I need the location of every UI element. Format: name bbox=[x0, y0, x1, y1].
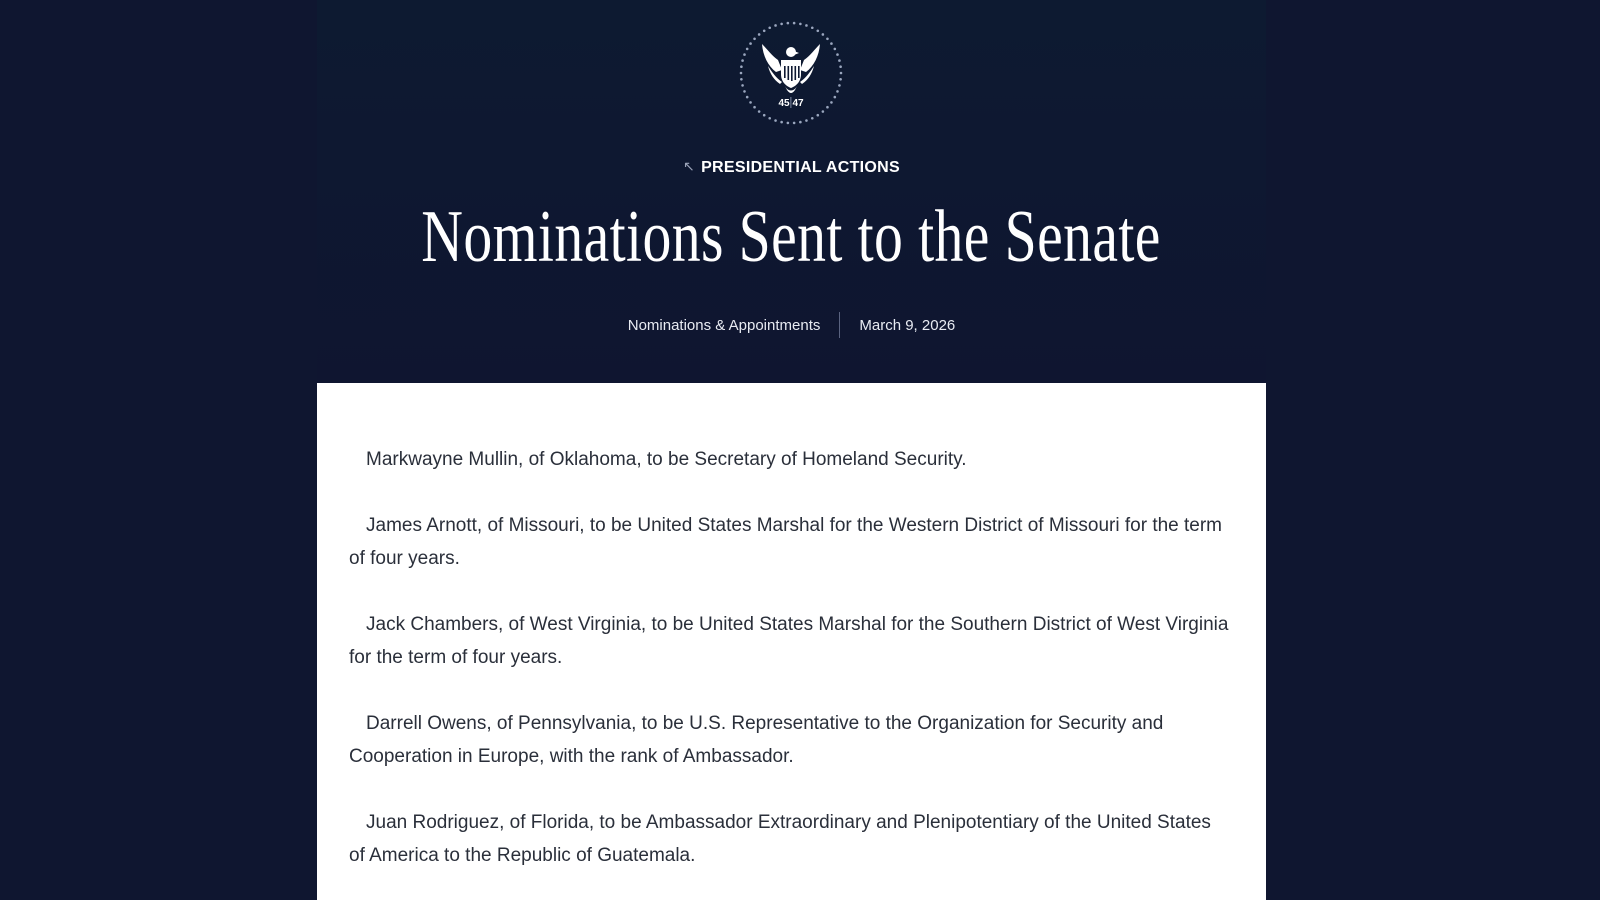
meta-divider bbox=[839, 312, 840, 338]
seal-star bbox=[787, 122, 790, 125]
seal-star bbox=[839, 78, 842, 81]
seal-star bbox=[740, 78, 743, 81]
arrow-up-left-icon: ↖ bbox=[683, 158, 696, 174]
seal-star bbox=[749, 42, 752, 45]
seal-star bbox=[768, 26, 771, 29]
seal-star bbox=[780, 23, 783, 26]
category-link[interactable]: Nominations & Appointments bbox=[627, 316, 821, 334]
seal-star bbox=[793, 122, 796, 125]
nomination-paragraph: James Arnott, of Missouri, to be United States Marshal for the Western District of Missouri for the term of four years. bbox=[349, 515, 1223, 569]
seal-star bbox=[811, 117, 814, 120]
seal-star bbox=[838, 59, 841, 62]
hero-header bbox=[317, 0, 1266, 383]
seal-star bbox=[758, 110, 761, 113]
seal-star bbox=[830, 42, 833, 45]
post-date: March 9, 2026 bbox=[859, 316, 956, 334]
seal-star bbox=[763, 29, 766, 32]
seal-star bbox=[740, 65, 743, 68]
seal-star bbox=[826, 37, 829, 40]
seal-star bbox=[834, 96, 837, 99]
seal-star bbox=[799, 121, 802, 124]
seal-star bbox=[774, 24, 777, 27]
seal-star bbox=[836, 53, 839, 56]
nomination-paragraph: Markwayne Mullin, of Oklahoma, to be Secretary of Homeland Security. bbox=[366, 449, 967, 470]
seal-star bbox=[822, 33, 825, 36]
seal-star bbox=[826, 106, 829, 109]
seal-star bbox=[743, 53, 746, 56]
seal-star bbox=[816, 114, 819, 117]
seal-star bbox=[830, 101, 833, 104]
seal-star bbox=[836, 90, 839, 93]
nomination-paragraph: Jack Chambers, of West Virginia, to be United States Marshal for the Southern District of West Virginia for the term of four years. bbox=[349, 614, 1229, 668]
seal-star bbox=[805, 24, 808, 27]
breadcrumb-label: PRESIDENTIAL ACTIONS bbox=[701, 159, 900, 176]
seal-star bbox=[787, 22, 790, 25]
seal-star bbox=[834, 48, 837, 51]
page bbox=[317, 0, 1266, 900]
seal-star bbox=[749, 101, 752, 104]
page-title: Nominations Sent to the Senate bbox=[421, 196, 1162, 278]
seal-star bbox=[793, 22, 796, 25]
seal-number-47: 47 bbox=[792, 98, 804, 109]
seal-star bbox=[811, 26, 814, 29]
article-body bbox=[317, 383, 1266, 900]
nomination-paragraph: Darrell Owens, of Pennsylvania, to be U.S. Representative to the Organization for Security and Cooperation in Europe, with the rank of Ambassador. bbox=[349, 713, 1164, 767]
seal-star bbox=[746, 48, 749, 51]
post-meta bbox=[317, 312, 1266, 338]
seal-star bbox=[774, 119, 777, 122]
seal-star bbox=[763, 114, 766, 117]
seal-star bbox=[840, 72, 843, 75]
seal-star bbox=[838, 84, 841, 87]
seal-star bbox=[822, 110, 825, 113]
seal-star bbox=[805, 119, 808, 122]
nomination-paragraph: Juan Rodriguez, of Florida, to be Ambassador Extraordinary and Plenipotentiary of the United States of America to the Republic of Guatemala. bbox=[349, 812, 1211, 866]
seal-star bbox=[780, 121, 783, 124]
seal-star bbox=[741, 84, 744, 87]
seal-star bbox=[746, 96, 749, 99]
seal-star bbox=[753, 106, 756, 109]
seal-star bbox=[753, 37, 756, 40]
seal-star bbox=[768, 117, 771, 120]
seal-star bbox=[816, 29, 819, 32]
seal-star bbox=[743, 90, 746, 93]
seal-star bbox=[758, 33, 761, 36]
seal-number-45: 45 bbox=[778, 98, 790, 109]
seal-star bbox=[740, 72, 743, 75]
seal-star bbox=[799, 23, 802, 26]
seal-star bbox=[741, 59, 744, 62]
seal-star bbox=[839, 65, 842, 68]
presidential-seal-icon[interactable] bbox=[738, 20, 844, 126]
breadcrumb-presidential-actions[interactable] bbox=[317, 158, 1266, 177]
